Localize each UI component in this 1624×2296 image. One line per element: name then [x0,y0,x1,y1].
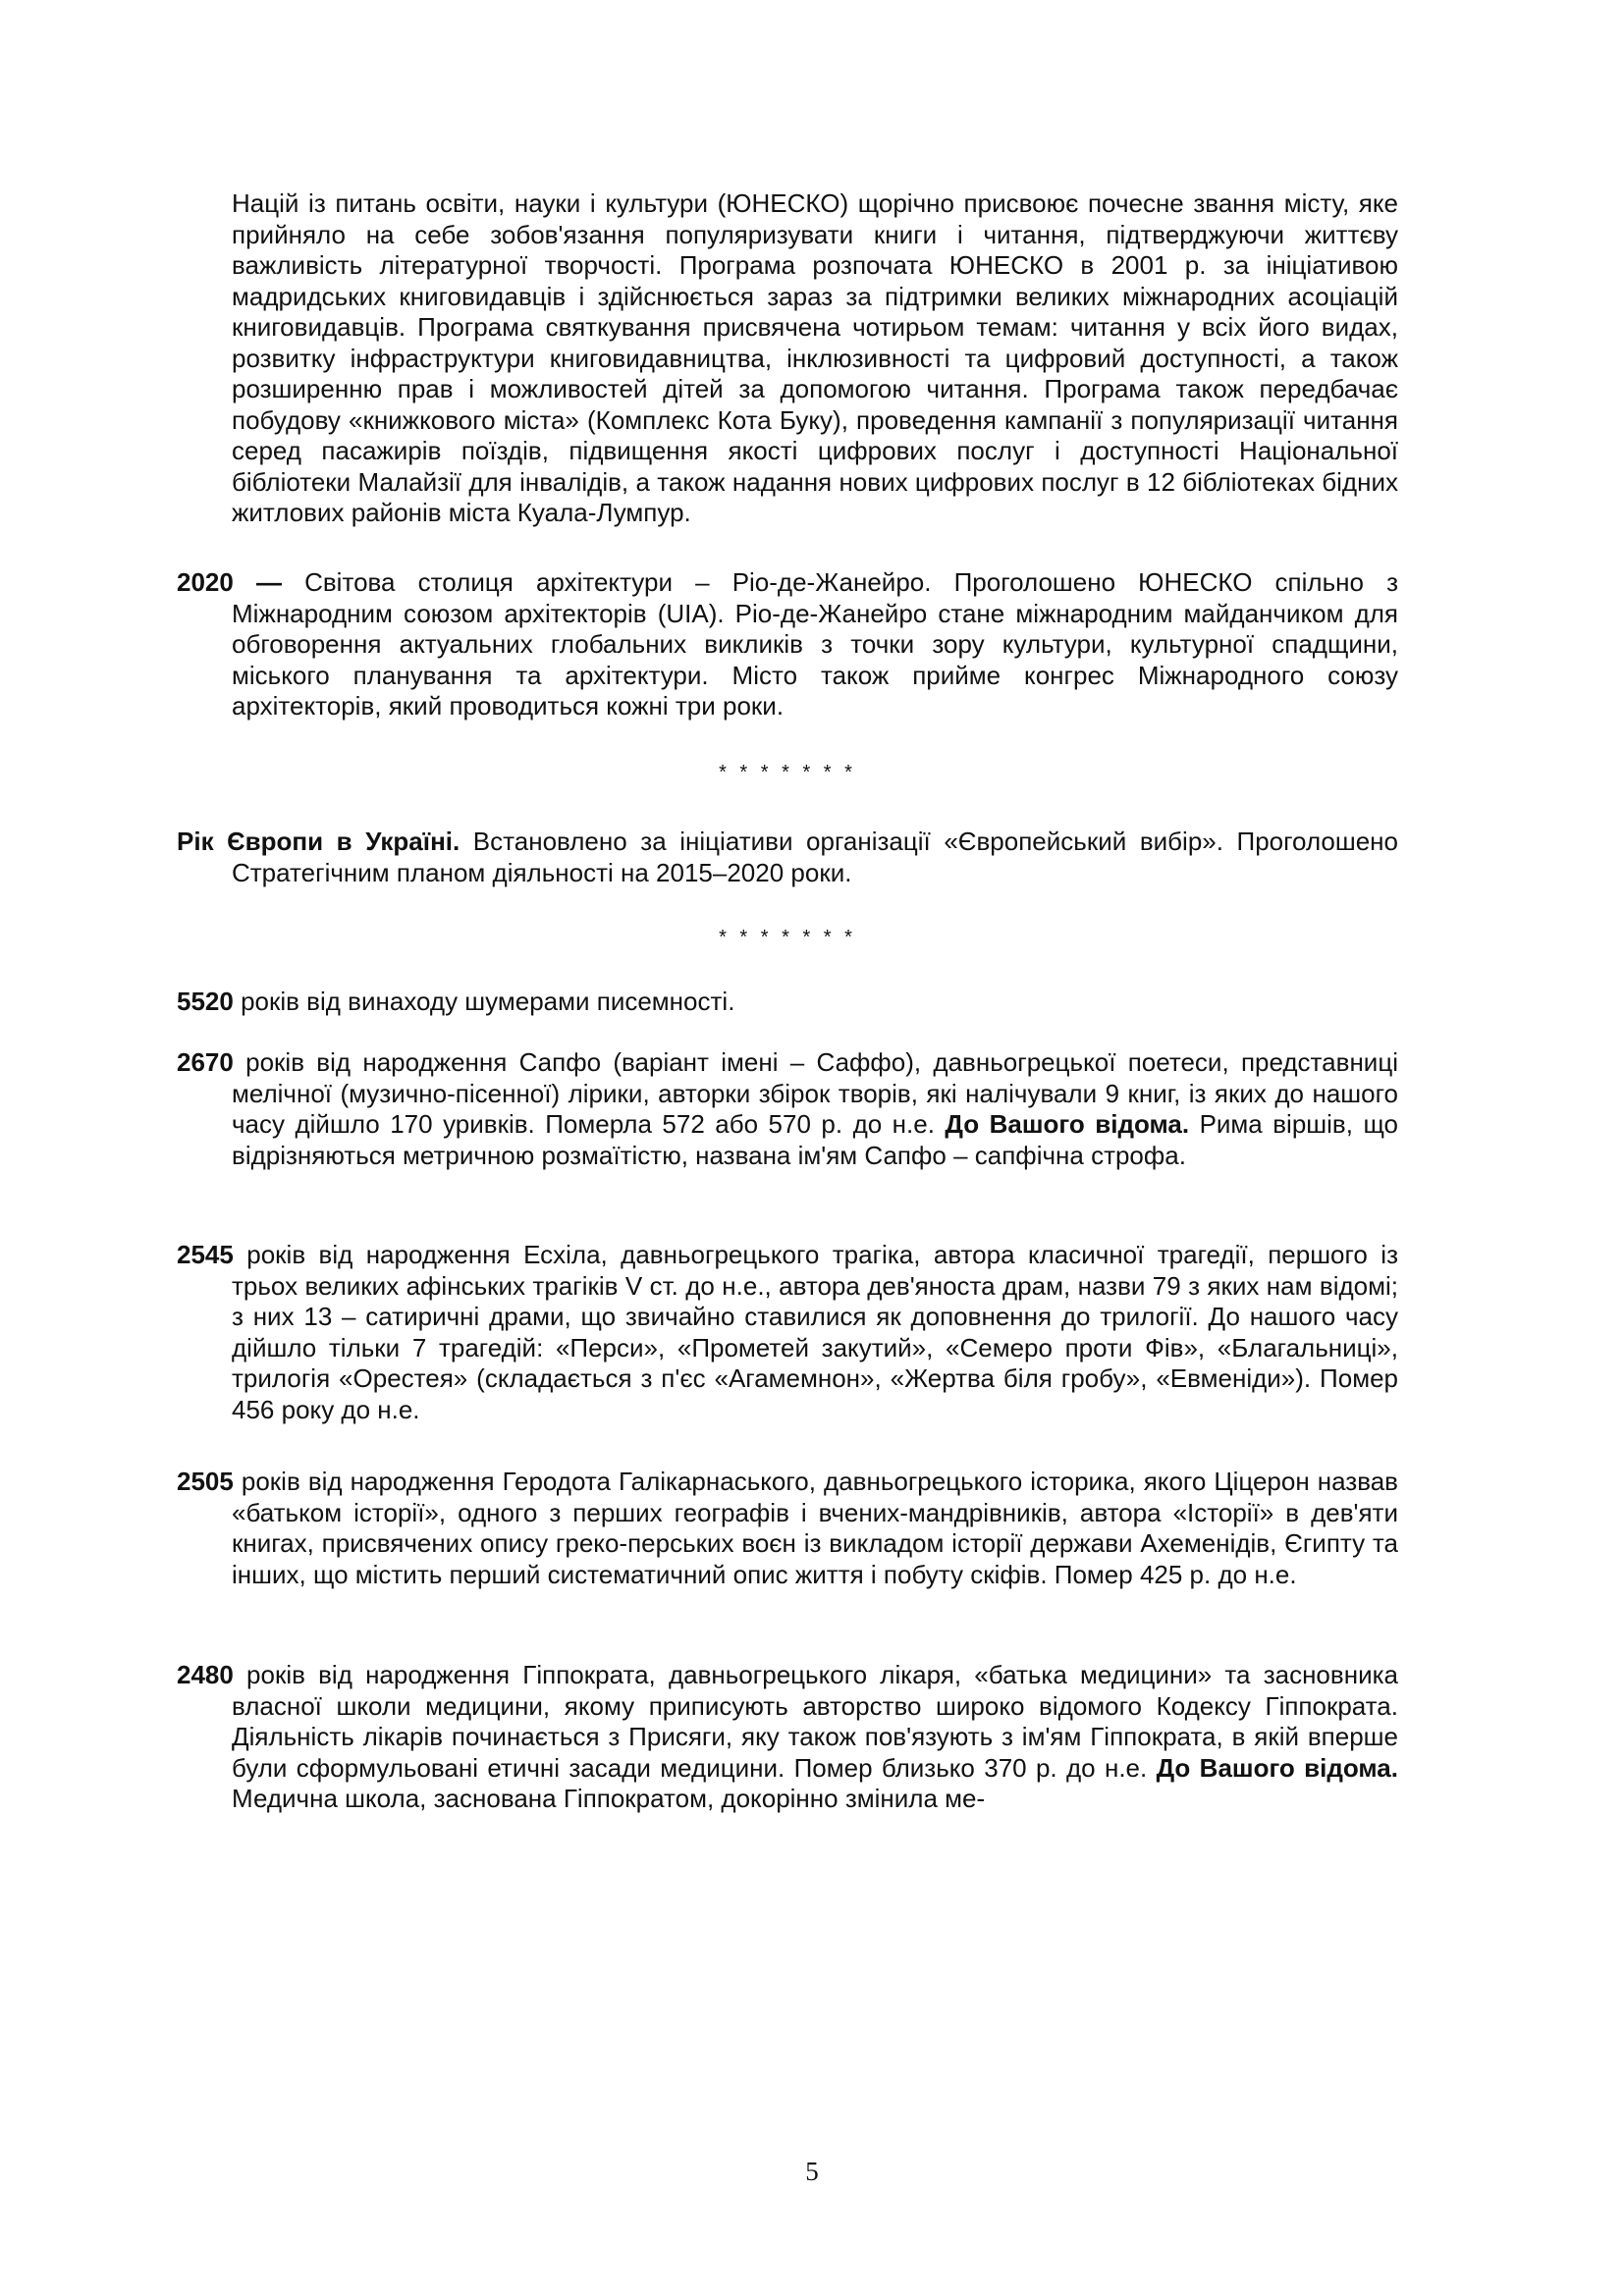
herodotus-entry-text: років від народження Геродота Галікарнаського, давньогрецького історика, якого Ціцерон назвав «батьком історії», одного з перших географів і вчених-мандрівників, автора «Історії» в дев'яти книгах, присвячених опису греко-перських воєн із викладом історії держави Ахеменідів, Єгипту та інших, що містить перший систематичний опис життя і побуту скіфів. Помер 425 р. до н.е. [232,1467,1398,1589]
architecture-entry [177,567,1398,722]
writing-entry-block [177,987,1398,1018]
herodotus-entry [177,1467,1398,1590]
architecture-entry-lead: 2020 — [177,567,282,597]
hippocrates-entry-lead: 2480 [177,1660,234,1689]
hippocrates-note-text: Медична школа, заснована Гіппократом, докорінно змінила ме- [232,1784,986,1813]
separator-2: * * * * * * * [719,927,856,948]
aeschylus-entry [177,1240,1398,1425]
aeschylus-entry-block [177,1240,1398,1425]
hippocrates-entry [177,1660,1398,1815]
sappho-entry-block [177,1047,1398,1171]
hippocrates-entry-block [177,1660,1398,1815]
herodotus-entry-block [177,1467,1398,1590]
separator-1: * * * * * * * [719,762,856,783]
sappho-entry-lead: 2670 [177,1047,234,1077]
architecture-entry-text: Світова столиця архітектури – Ріо-де-Жанейро. Проголошено ЮНЕСКО спільно з Міжнародним союзом архітекторів (UIA). Ріо-де-Жанейро стане міжнародним майданчиком для обговорення актуальних глобальних викликів з точки зору культури, культурної спадщини, міського планування та архітектури. Місто також прийме конгрес Міжнародного союзу архітекторів, який проводиться кожні три роки. [232,567,1398,721]
sappho-note-label: До Вашого відома. [945,1109,1190,1139]
hippocrates-entry-text: років від народження Гіппократа, давньогрецького лікаря, «батька медицини» та засновника власної школи медицини, якому приписують авторство широко відомого Кодексу Гіппократа. Діяльність лікарів починається з Присяги, яку також пов'язують з ім'ям Гіппократа, в якій вперше були сформульовані етичні засади медицини. Помер близько 370 р. до н.е. [232,1660,1398,1783]
writing-entry-text: років від винаходу шумерами писемності. [233,987,735,1016]
sappho-note-text: Рима віршів, що відрізняються метричною розмаїтістю, названа ім'ям Сапфо – сапфічна строфа. [232,1109,1399,1170]
page-number: 5 [805,2157,819,2186]
europe-entry-text: Встановлено за ініціативи організації «Європейський вибір». Проголошено Стратегічним планом діяльності на 2015–2020 роки. [232,827,1399,887]
europe-entry-block [177,827,1398,888]
sappho-entry-text: років від народження Сапфо (варіант імені – Саффо), давньогрецької поетеси, представниці мелічної (музично-пісенної) лірики, авторки збірок творів, які налічували 9 книг, із яких до нашого часу дійшло 170 уривків. Померла 572 або 570 р. до н.е. [232,1047,1398,1139]
intro-paragraph-block [177,188,1398,529]
writing-entry [177,987,1398,1018]
europe-entry-lead: Рік Європи в Україні. [177,827,460,856]
writing-entry-lead: 5520 [177,987,234,1016]
intro-paragraph: Націй із питань освіти, науки і культури (ЮНЕСКО) щорічно присвоює почесне звання місту, яке прийняло на себе зобов'язання популяризувати книги і читання, підтверджуючи життєву важливість літературної творчості. Програма розпочата ЮНЕСКО в 2001 р. за ініціативою мадридських книговидавців і здійснюється зараз за підтримки великих міжнародних асоціацій книговидавців. Програма святкування присвячена чотирьом темам: читання у всіх його видах, розвитку інфраструктури книговидавництва, інклюзивності та цифровий доступності, а також розширенню прав і можливостей дітей за допомогою читання. Програма також передбачає побудову «книжкового міста» (Комплекс Кота Буку), проведення кампанії з популяризації читання серед пасажирів поїздів, підвищення якості цифрових послуг і доступності Національної бібліотеки Малайзії для інвалідів, а також надання нових цифрових послуг в 12 бібліотеках бідних житлових районів міста Куала-Лумпур. [232,188,1398,527]
aeschylus-entry-text: років від народження Есхіла, давньогрецького трагіка, автора класичної трагедії, першого із трьох великих афінських трагіків V ст. до н.е., автора дев'яноста драм, назви 79 з яких нам відомі; з них 13 – сатиричні драми, що звичайно ставилися як доповнення до трилогії. До нашого часу дійшло тільки 7 трагедій: «Перси», «Прометей закутий», «Семеро проти Фів», «Благальниці», трилогія «Орестея» (складається з п'єс «Агамемнон», «Жертва біля гробу», «Евменіди»). Помер 456 року до н.е. [232,1240,1398,1424]
hippocrates-note-label: До Вашого відома. [1156,1752,1398,1783]
architecture-entry-block [177,567,1398,722]
herodotus-entry-lead: 2505 [177,1467,234,1496]
aeschylus-entry-lead: 2545 [177,1240,234,1269]
sappho-entry [177,1047,1398,1171]
europe-entry [177,827,1398,888]
